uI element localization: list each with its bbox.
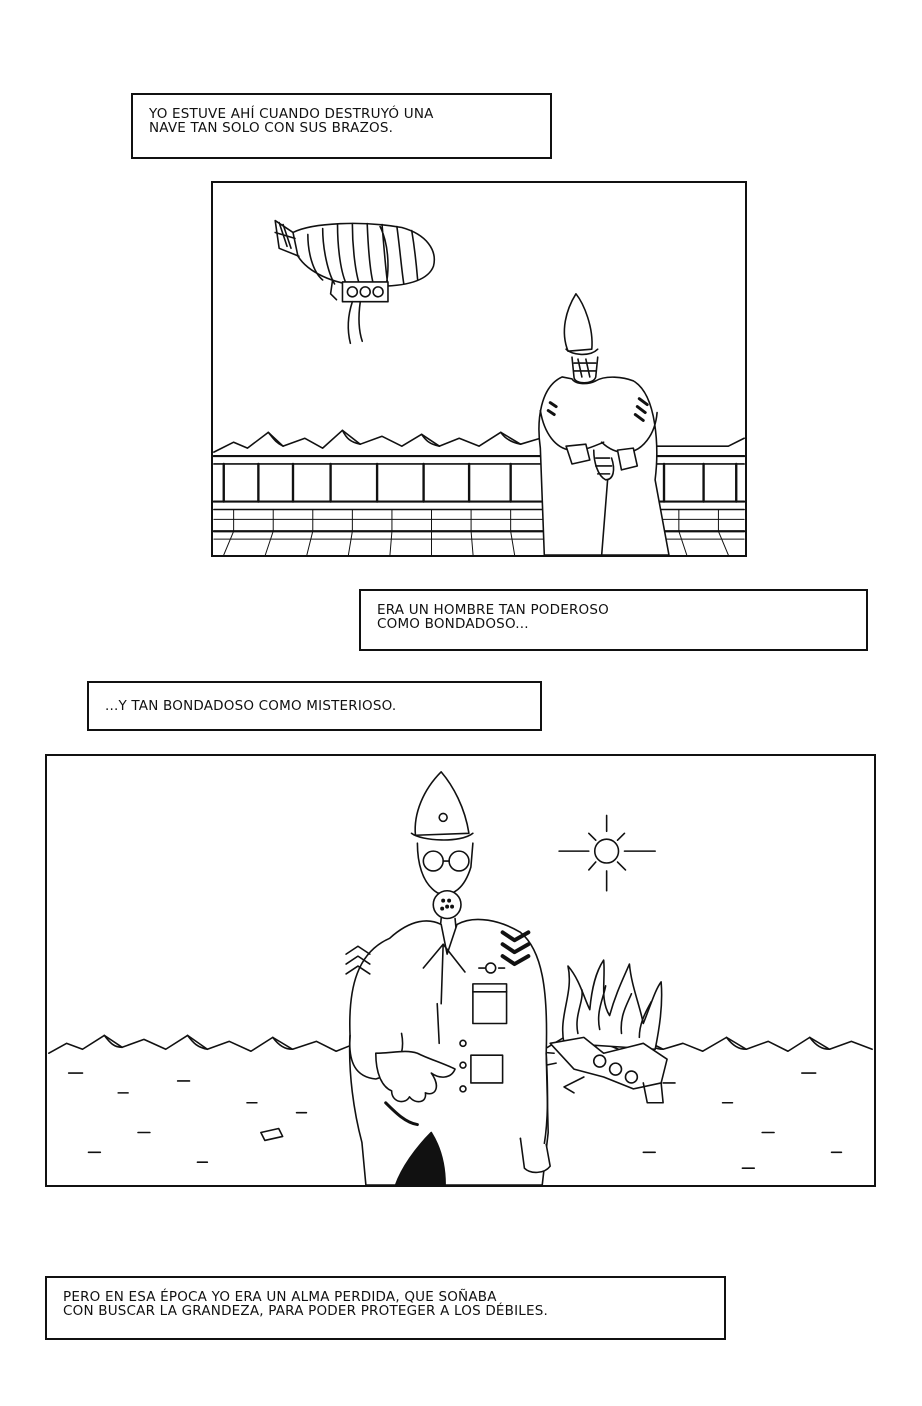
panel-2-illustration — [47, 756, 874, 1185]
comic-panel-2 — [45, 754, 876, 1187]
caption-box-4 — [45, 1276, 726, 1340]
panel-1-illustration — [213, 183, 745, 555]
officer-gas-mask-icon — [346, 772, 550, 1185]
sun-icon — [559, 815, 655, 890]
caption-box-1 — [131, 93, 552, 159]
airship-icon — [275, 221, 434, 344]
caption-text-3: ...Y TAN BONDADOSO COMO MISTERIOSO. — [105, 698, 397, 714]
burning-wreck-icon — [530, 960, 667, 1103]
caption-text-1: YO ESTUVE AHÍ CUANDO DESTRUYÓ UNA NAVE TAN SOLO CON SUS BRAZOS. — [149, 106, 434, 136]
caption-box-3 — [87, 681, 542, 731]
caption-text-4: PERO EN ESA ÉPOCA YO ERA UN ALMA PERDIDA, QUE SOÑABA CON BUSCAR LA GRANDEZA, PARA PODER PROTEGER A LOS DÉBILES. — [63, 1289, 549, 1319]
caption-text-2: ERA UN HOMBRE TAN PODEROSO COMO BONDADOSO... — [377, 602, 609, 632]
officer-back-view-icon — [539, 294, 669, 555]
caption-box-2 — [359, 589, 868, 651]
comic-panel-1 — [211, 181, 747, 557]
dune-range-icon — [214, 430, 744, 452]
